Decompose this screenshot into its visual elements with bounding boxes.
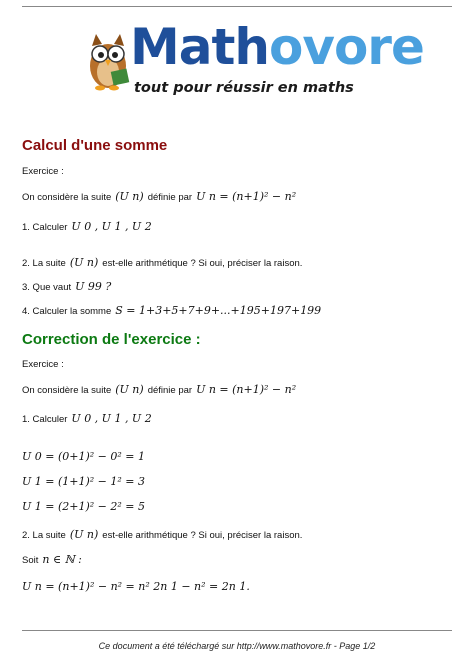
equation-un: U n = (n+1)² − n² = n² 2n 1 − n² = 2n 1. (22, 580, 250, 593)
question-1: 1. Calculer U 0 , U 1 , U 2 (22, 220, 152, 233)
math-q3: U 99 ? (75, 280, 112, 293)
equation-u0: U 0 = (0+1)² − 0² = 1 (22, 450, 146, 463)
sequence-definition-line: On considère la suite (U n) définie par U n = (n+1)² − n² (22, 190, 297, 203)
section-title-calcul: Calcul d'une somme (22, 137, 168, 154)
question-4: 4. Calculer la somme S = 1+3+5+7+9+...+195+197+199 (22, 304, 322, 317)
correction-exercise-label: Exercice : (22, 359, 64, 370)
math-q1: U 0 , U 1 , U 2 (71, 220, 152, 233)
soit-line: Soit n ∈ ℕ : (22, 553, 82, 566)
math-seq: (U n) (115, 383, 144, 396)
exercise-label: Exercice : (22, 166, 64, 177)
math-q4: S = 1+3+5+7+9+...+195+197+199 (115, 304, 322, 317)
top-rule (22, 6, 452, 7)
math-q1: U 0 , U 1 , U 2 (71, 412, 152, 425)
footer-download-note[interactable]: Ce document a été téléchargé sur http://www.mathovore.fr - Page 1/2 (98, 641, 376, 651)
equation-u1: U 1 = (1+1)² − 1² = 3 (22, 475, 146, 488)
question-2: 2. La suite (U n) est-elle arithmétique ? Si oui, préciser la raison. (22, 256, 303, 269)
question-3: 3. Que vaut U 99 ? (22, 280, 112, 293)
logo-wordmark: Mathovore (130, 18, 424, 76)
owl-mascot-icon (82, 30, 134, 92)
section-title-correction: Correction de l'exercice : (22, 331, 201, 348)
mathovore-logo[interactable] (82, 18, 424, 106)
logo-tagline: tout pour réussir en maths (134, 80, 354, 96)
math-q2: (U n) (69, 528, 99, 541)
correction-question-2: 2. La suite (U n) est-elle arithmétique ? Si oui, préciser la raison. (22, 528, 303, 541)
correction-question-1: 1. Calculer U 0 , U 1 , U 2 (22, 412, 152, 425)
math-seq: (U n) (115, 190, 144, 203)
math-soit: n ∈ ℕ : (42, 553, 82, 566)
math-q2: (U n) (69, 256, 99, 269)
equation-u2: U 1 = (2+1)² − 2² = 5 (22, 500, 146, 513)
math-definition: U n = (n+1)² − n² (196, 190, 297, 203)
bottom-rule (22, 630, 452, 631)
correction-sequence-definition: On considère la suite (U n) définie par U n = (n+1)² − n² (22, 383, 297, 396)
math-definition: U n = (n+1)² − n² (196, 383, 297, 396)
